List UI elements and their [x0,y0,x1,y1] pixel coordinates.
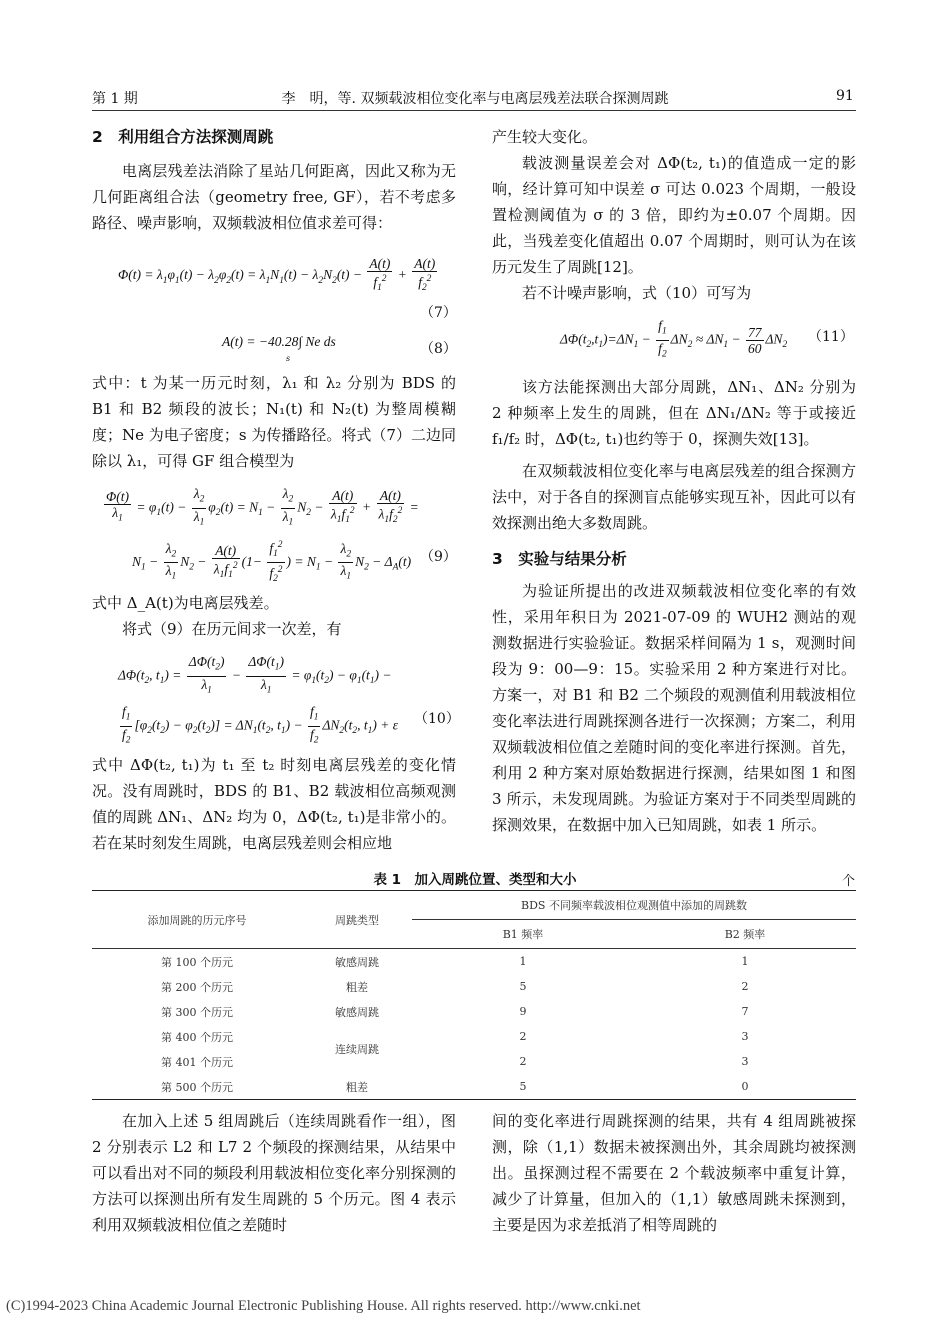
equation-11: $\Delta\Phi(t_2,t_1)=\Delta N_1$ − $\frac{f_1}{f_2}$ $\Delta N_2 \approx \Delta N_1$ − $\frac{77}{60}$ $\Delta N_2$ [560,318,788,360]
left-column-top [92,124,456,236]
table-1-caption: 表 1 加入周跳位置、类型和大小 [373,872,577,888]
table-header-type: 周跳类型 [335,913,379,927]
right-paragraph-6: 为验证所提出的改进双频载波相位变化率的有效性，采用年积日为 2021-07-09 的 WUH2 测站的观测数据进行实验验证。数据采样间隔为 1 s，观测时间段为 9：00—9：15。实验采用 2 种方案进行对比。方案一，对 B1 和 B2 二个频段的观测值利用载波相位变化率法进行周跳探测各进行一次探测；方案二，利用双频载波相位值之差随时间的变化率进行探测。首先，利用 2 种方案对原始数据进行探测，结果如图 1 和图 3 所示，未发现周跳。为验证方案对于不同类型周跳的探测效果，在数据中加入已知周跳，如表 1 所示。 [492,582,856,834]
right-paragraph-3: 若不计噪声影响，式（10）可写为 [522,284,752,302]
table-1-unit: 个 [842,874,856,889]
section-3-heading: 3 实验与结果分析 [492,550,627,568]
left-paragraph-5: 式中 ΔΦ(t₂, t₁)为 t₁ 至 t₂ 时刻电离层残差的变化情况。没有周跳时，BDS 的 B1、B2 载波相位高频观测值的周跳 ΔN₁、ΔN₂ 均为 0，ΔΦ(t₂, t₁)是非常小的。若在某时刻发生周跳，电离层残差则会相应地 [92,756,456,852]
right-column-top [492,124,856,306]
right-paragraph-1: 产生较大变化。 [492,128,598,146]
bottom-right-column [492,1108,856,1238]
table-cell-type: 粗差 [346,1080,368,1094]
table-row [92,1074,856,1100]
left-column-mid2 [92,590,456,642]
table-row [92,1024,856,1049]
table-cell-b2: 1 [741,955,749,968]
left-column-bottom [92,752,456,856]
equation-7-number: （7） [420,305,457,321]
table-1 [92,890,856,1100]
left-paragraph-4: 将式（9）在历元间求一次差，有 [122,620,342,638]
table-cell-b2: 7 [741,1005,749,1018]
equation-10-line-1: $\Delta\Phi(t_2$, $t_1$) = $\frac{\Delta\Phi(t_2)}{\lambda_1}$ − $\frac{\Delta\Phi(t_1)}{\lambda_1}$ = $\varphi_1(t_2) - \varphi_1(t_1)$ − [118,654,392,696]
equation-8-number: （8） [420,341,457,357]
table-cell-b2: 2 [741,980,749,993]
equation-9-line-2: $N_1$ − $\frac{\lambda_2}{\lambda_1}$ $N_2$ − $\frac{A(t)}{\lambda_1f_1^2}$ (1− $\frac{f_1^2}{f_2^2}$ ) = $N_1$ − $\frac{\lambda_2}{\lambda_1}$ $N_2 - \Delta_A(t)$ [132,540,412,585]
table-cell-epoch: 第 300 个历元 [161,1005,233,1019]
table-cell-b2: 3 [741,1055,749,1068]
left-paragraph-2: 式中：t 为某一历元时刻，λ₁ 和 λ₂ 分别为 BDS 的 B1 和 B2 频段的波长；N₁(t) 和 N₂(t) 为整周模糊度；Ne 为电子密度；s 为传播路径。将式（7）二边同除以 λ₁，可得 GF 组合模型为 [92,374,456,470]
table-cell-type: 连续周跳 [335,1043,379,1056]
table-cell-type: 粗差 [346,980,368,994]
equation-8: A(t) = −40.28∫ Ne ds [222,334,336,349]
equation-9-line-1: $\frac{\Phi(t)}{\lambda_1}$ = $\varphi_1(t)$ − $\frac{\lambda_2}{\lambda_1}$ $\varphi_2(t) = N_1$ − $\frac{\lambda_2}{\lambda_1}$ $N_2$ − $\frac{A(t)}{\lambda_1f_1^2}$ + $\frac{A(t)}{\lambda_1f_2^2}$ = [106,486,419,528]
right-paragraph-4: 该方法能探测出大部分周跳，ΔN₁、ΔN₂ 分别为 2 种频率上发生的周跳，但在 ΔN₁/ΔN₂ 等于或接近 f₁/f₂ 时，ΔΦ(t₂, t₁)也约等于 0，探测失效[13]。 [492,378,856,448]
section-2-heading: 2 利用组合方法探测周跳 [92,128,274,146]
table-header-b2: B2 频率 [724,928,766,941]
bottom-left-paragraph: 在加入上述 5 组周跳后（连续周跳看作一组），图 2 分别表示 L2 和 L7 2 个频段的探测结果，从结果中可以看出对不同的频段利用载波相位变化率分别探测的方法可以探测出所有发生周跳的 5 个历元。图 4 表示利用双频载波相位值之差随时 [92,1112,456,1234]
table-cell-type: 敏感周跳 [335,955,379,969]
table-row [92,1049,856,1074]
table-header-epoch: 添加周跳的历元序号 [147,913,247,927]
bottom-left-column [92,1108,456,1238]
table-row [92,999,856,1024]
table-row [92,949,856,975]
table-header-b1: B1 频率 [502,928,544,941]
copyright-footer: (C)1994-2023 China Academic Journal Electronic Publishing House. All rights reserved. http://www.cnki.net [6,1298,641,1314]
right-column-mid [492,374,856,838]
table-cell-epoch: 第 200 个历元 [161,980,233,994]
table-row [92,974,856,999]
issue-number: 第 1 期 [92,91,138,107]
equation-9-number: （9） [420,549,457,565]
right-paragraph-5: 在双频载波相位变化率与电离层残差的组合探测方法中，对于各自的探测盲点能够实现互补，因此可以有效探测出绝大多数周跳。 [492,462,856,532]
table-cell-b2: 3 [741,1030,749,1043]
equation-10-number: （10） [414,711,460,727]
table-cell-b1: 5 [519,980,527,993]
left-paragraph-1: 电离层残差法消除了星站几何距离，因此又称为无几何距离组合法（geometry free, GF），若不考虑多路径、噪声影响，双频载波相位值求差可得： [92,162,456,232]
table-header-group: BDS 不同频率载波相位观测值中添加的周跳数 [412,891,856,920]
table-cell-b1: 2 [519,1055,527,1068]
table-cell-b1: 2 [519,1030,527,1043]
left-paragraph-3: 式中 Δ_A(t)为电离层残差。 [92,594,279,612]
right-paragraph-2: 载波测量误差会对 ΔΦ(t₂, t₁)的值造成一定的影响，经计算可知中误差 σ 可达 0.023 个周期，一般设置检测阈值为 σ 的 3 倍，即约为±0.07 个周期。因此，当残差变化值超出 0.07 个周期时，则可认为在该历元发生了周跳[12]。 [492,154,856,276]
table-cell-epoch: 第 500 个历元 [161,1080,233,1094]
page-number: 91 [836,88,854,104]
header-rule [92,110,856,111]
table-cell-b1: 9 [519,1005,527,1018]
equation-7: $\Phi(t) = \lambda_1\varphi_1(t) - \lambda_2\varphi_2(t) = \lambda_1N_1(t) - \lambda_2N_2(t)$ − $\frac{A(t)}{f_1^2}$ + $\frac{A(t)}{f_2^2}$ [118,256,436,294]
equation-10-line-2: $\frac{f_1}{f_2}$ $[\varphi_2(t_2) - \varphi_2(t_2)] = \Delta N_1(t_2$, $t_1$) − $\frac{f_1}{f_2}$ $\Delta N_2(t_2$, $t_1) + \varepsilon$ [122,704,399,746]
running-title: 李 明，等. 双频载波相位变化率与电离层残差法联合探测周跳 [281,91,669,107]
table-cell-epoch: 第 401 个历元 [161,1055,233,1069]
equation-11-number: （11） [808,329,854,345]
table-cell-b2: 0 [741,1080,749,1093]
equation-8-limit: s [286,354,291,363]
table-cell-b1: 5 [519,1080,527,1093]
table-cell-epoch: 第 400 个历元 [161,1030,233,1044]
table-cell-type: 敏感周跳 [335,1005,379,1019]
table-cell-epoch: 第 100 个历元 [161,955,233,969]
bottom-right-paragraph: 间的变化率进行周跳探测的结果，共有 4 组周跳被探测，除（1,1）数据未被探测出外，其余周跳均被探测出。虽探测过程不需要在 2 个载波频率中重复计算，减少了计算量，但加入的（1,1）敏感周跳未探测到，主要是因为求差抵消了相等周跳的 [492,1112,856,1234]
left-column-mid [92,370,456,474]
table-cell-b1: 1 [519,955,527,968]
